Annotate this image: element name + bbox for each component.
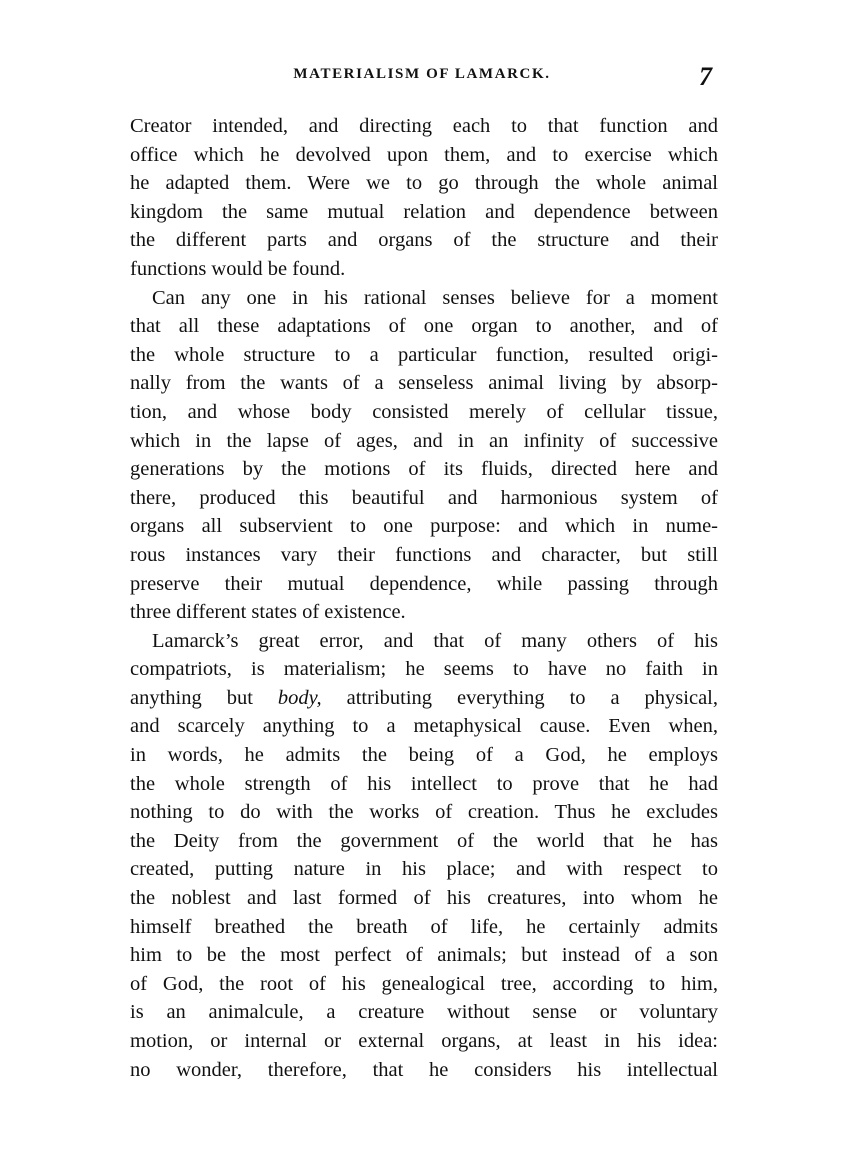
text-line: motion, or internal or external organs, at least in his idea: [130, 1030, 718, 1052]
text-line: kingdom the same mutual relation and dependence between [130, 200, 718, 223]
paragraph [130, 112, 718, 284]
page-number: 7 [699, 62, 712, 91]
text-line: the Deity from the government of the world that he has [130, 829, 718, 852]
text-line: the whole strength of his intellect to prove that he had [130, 772, 718, 795]
text-line: office which he devolved upon them, and to exercise which [130, 143, 718, 166]
text-line: and scarcely anything to a metaphysical cause. Even when, [130, 715, 718, 738]
text-line: Lamarck’s great error, and that of many others of his [152, 629, 718, 652]
text-line: created, putting nature in his place; and with respect to [130, 858, 718, 881]
text-line: rous instances vary their functions and character, but still [130, 543, 718, 566]
text-line: Can any one in his rational senses believe for a moment [152, 286, 718, 309]
running-title: MATERIALISM OF LAMARCK. [293, 66, 551, 82]
running-head [128, 62, 716, 92]
body-text [130, 112, 718, 1084]
text-line: three different states of existence. [130, 601, 406, 624]
text-line: in words, he admits the being of a God, he employs [130, 744, 718, 767]
text-line: the different parts and organs of the structure and their [130, 229, 718, 252]
text-line: the noblest and last formed of his creatures, into whom he [130, 887, 718, 910]
text-line: is an animalcule, a creature without sense or voluntary [130, 1001, 718, 1024]
text-line: preserve their mutual dependence, while passing through [130, 572, 718, 595]
text-line: that all these adaptations of one organ to another, and of [130, 315, 718, 338]
text-line: there, produced this beautiful and harmonious system of [130, 486, 718, 509]
paragraph [130, 284, 718, 627]
text-line: which in the lapse of ages, and in an infinity of successive [130, 429, 718, 452]
text-line: himself breathed the breath of life, he certainly admits [130, 915, 718, 938]
text-line: he adapted them. Were we to go through the whole animal [130, 172, 718, 195]
text-line: anything but body, attributing everything to a physical, [130, 686, 718, 709]
text-line: nothing to do with the works of creation. Thus he excludes [130, 801, 718, 824]
text-line: no wonder, therefore, that he considers his intellectual [130, 1058, 718, 1081]
text-line: him to be the most perfect of animals; but instead of a son [130, 944, 718, 967]
text-line: the whole structure to a particular function, resulted origi- [130, 343, 718, 366]
text-line: functions would be found. [130, 257, 346, 280]
text-line: tion, and whose body consisted merely of cellular tissue, [130, 400, 718, 423]
text-line: nally from the wants of a senseless animal living by absorp- [130, 372, 718, 395]
emphasized-word: body, [277, 686, 322, 709]
paragraph [130, 627, 718, 1085]
text-line: generations by the motions of its fluids, directed here and [130, 458, 718, 481]
text-line: of God, the root of his genealogical tree, according to him, [130, 972, 718, 995]
text-line: organs all subservient to one purpose: and which in nume- [130, 515, 718, 538]
text-line: compatriots, is materialism; he seems to have no faith in [130, 658, 718, 681]
text-line: Creator intended, and directing each to that function and [130, 115, 718, 137]
